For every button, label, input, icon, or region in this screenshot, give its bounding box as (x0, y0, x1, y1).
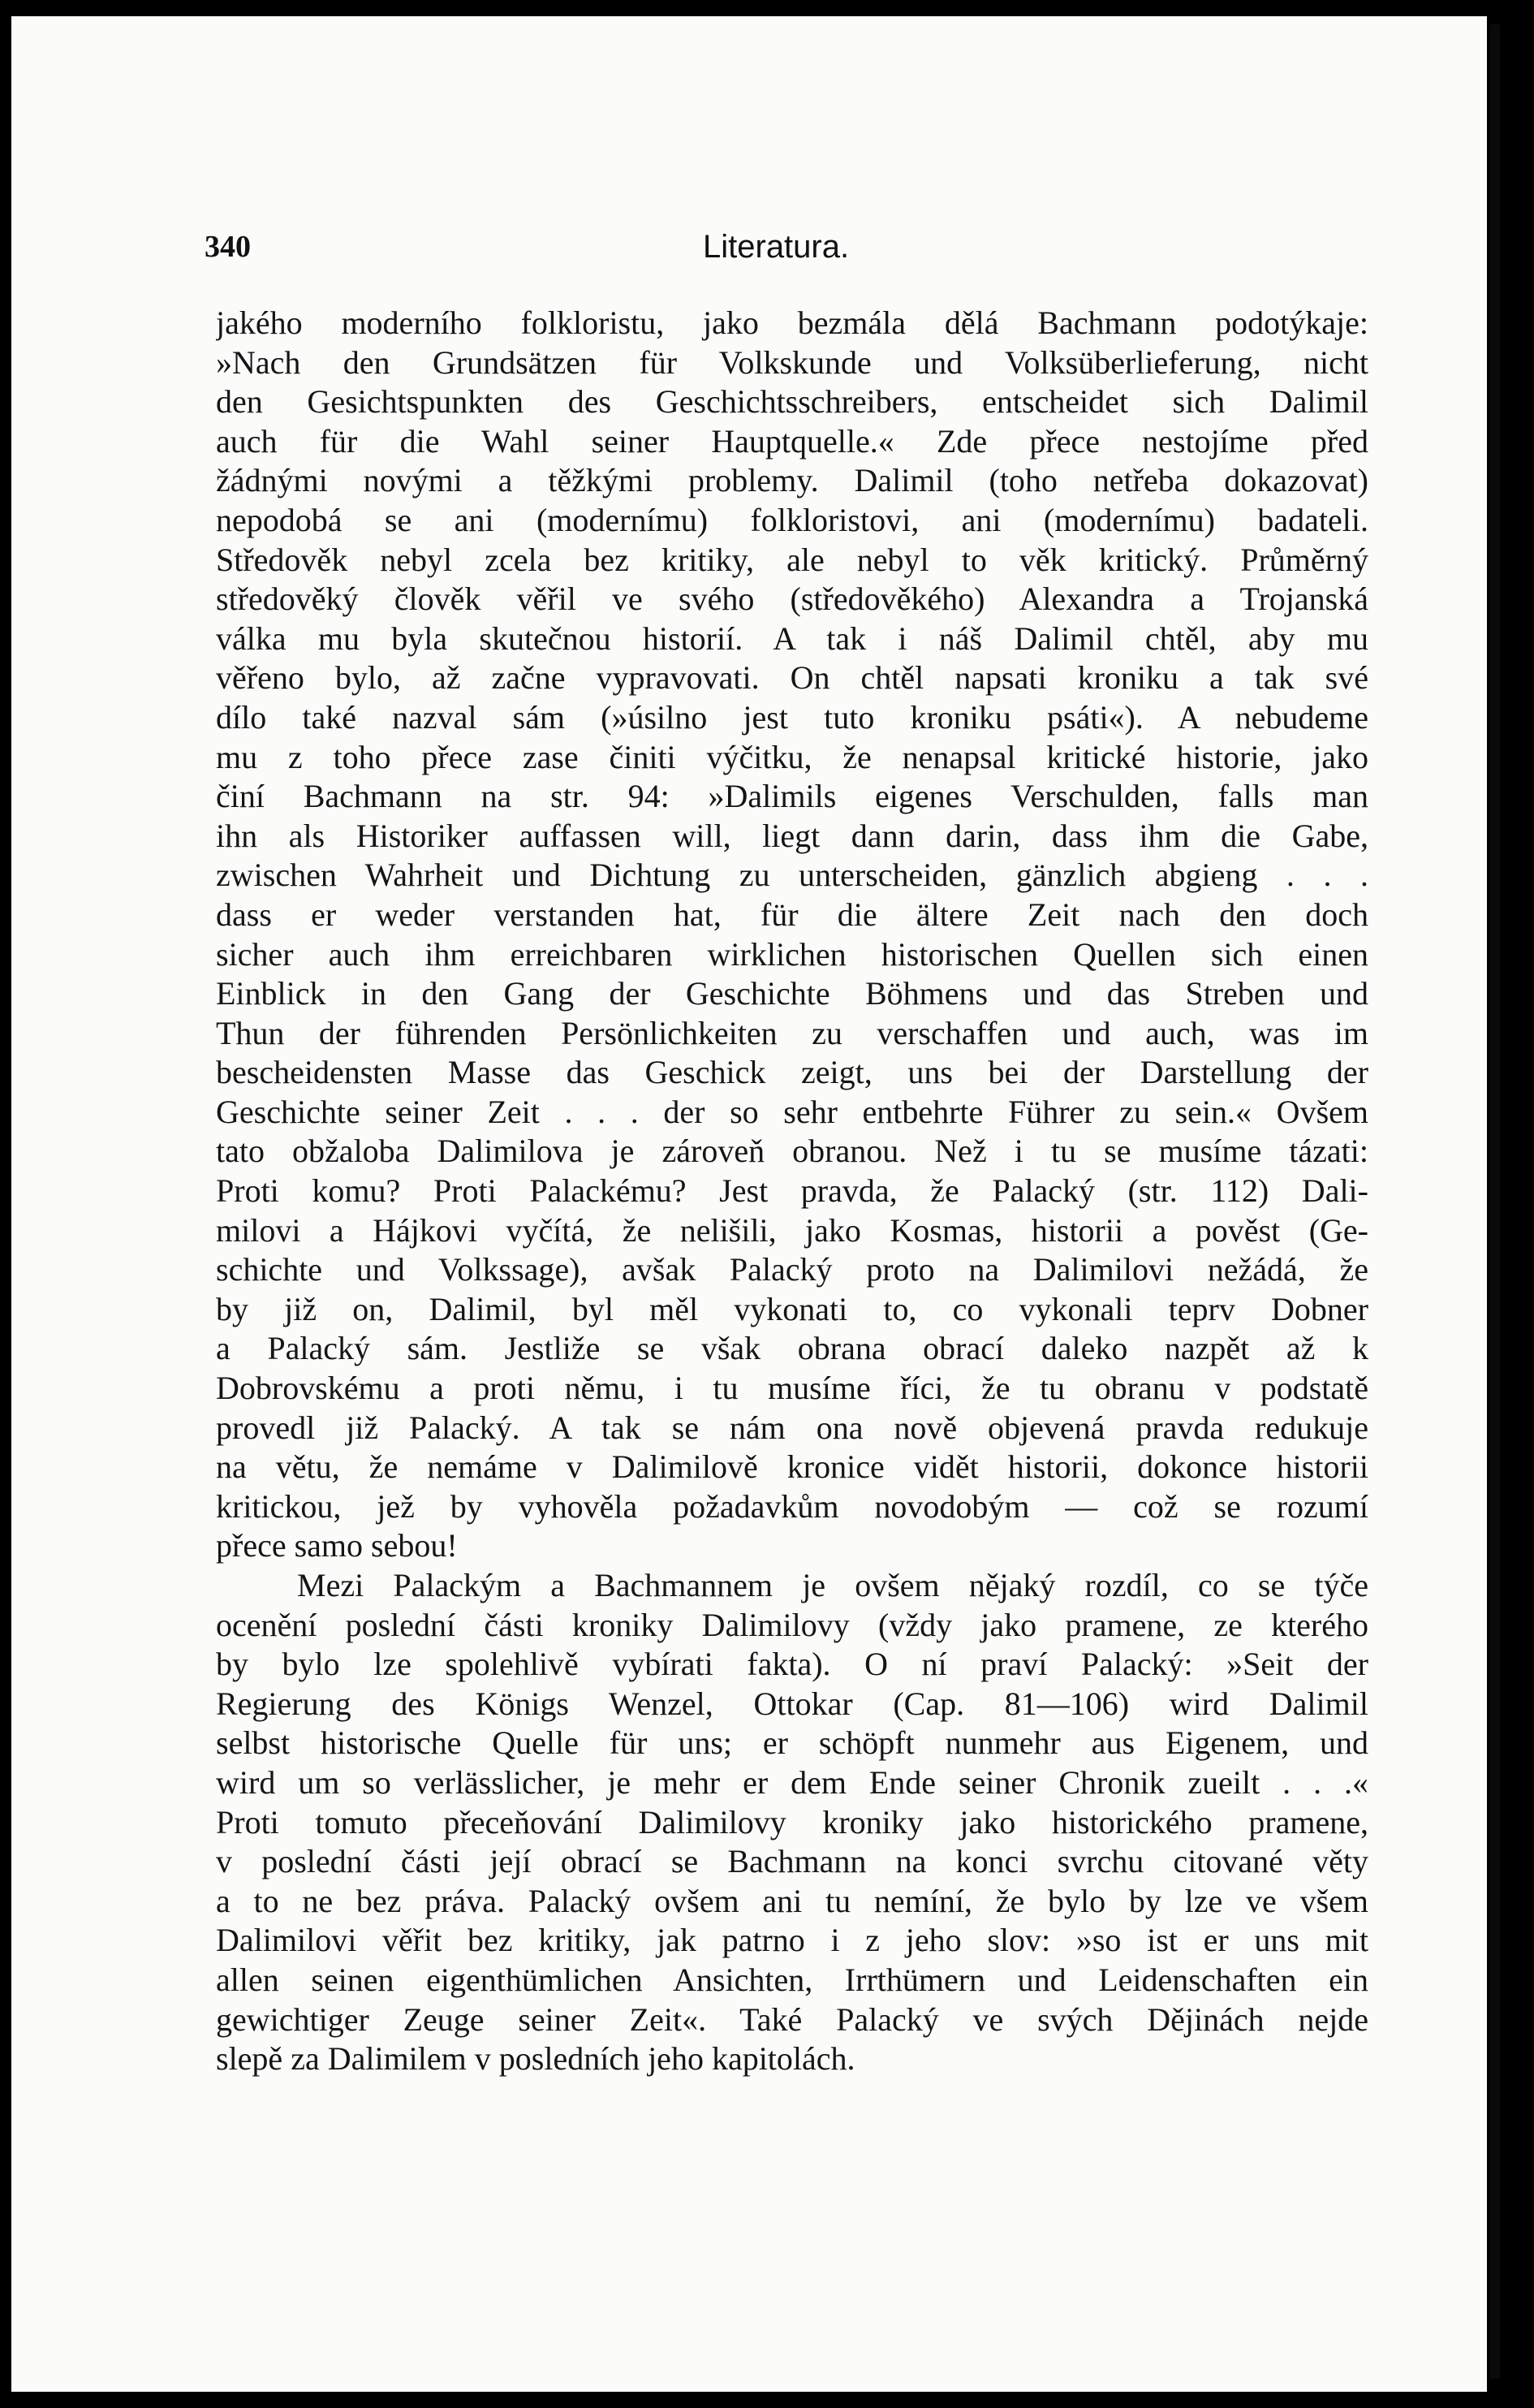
text-line: a to ne bez práva. Palacký ovšem ani tu nemíní, že bylo by lze ve všem (216, 1882, 1368, 1919)
text-line: schichte und Volkssage), avšak Palacký proto na Dalimilovi nežádá, že (216, 1251, 1368, 1288)
text-line: a Palacký sám. Jestliže se však obrana obrací daleko nazpět až k (216, 1330, 1368, 1367)
text-line: sicher auch ihm erreichbaren wirklichen historischen Quellen sich einen (216, 935, 1368, 973)
text-line: milovi a Hájkovi vyčítá, že nelišili, jako Kosmas, historii a pověst (Ge- (216, 1211, 1368, 1249)
text-line: ihn als Historiker auffassen will, liegt dann darin, dass ihm die Gabe, (216, 817, 1368, 854)
text-line: Proti komu? Proti Palackému? Jest pravda, že Palacký (str. 112) Dali- (216, 1172, 1368, 1210)
text-line: gewichtiger Zeuge seiner Zeit«. Také Palacký ve svých Dějinách nejde (216, 2000, 1368, 2038)
text-line: tato obžaloba Dalimilova je zároveň obranou. Než i tu se musíme tázati: (216, 1133, 1368, 1170)
text-line: by již on, Dalimil, byl měl vykonati to, co vykonali teprv Dobner (216, 1290, 1368, 1327)
text-line: den Gesichtspunkten des Geschichtsschreibers, entscheidet sich Dalimil (216, 383, 1368, 421)
text-line: zwischen Wahrheit und Dichtung zu unterscheiden, gänzlich abgieng . . . (216, 857, 1368, 894)
text-line: nepodobá se ani (modernímu) folkloristovi, ani (modernímu) badateli. (216, 501, 1368, 538)
body-text (216, 304, 1368, 2079)
text-line: Proti tomuto přeceňování Dalimilovy kroniky jako historického pramene, (216, 1803, 1368, 1841)
text-line: selbst historische Quelle für uns; er schöpft nunmehr aus Eigenem, und (216, 1724, 1368, 1762)
text-line: mu z toho přece zase činiti výčitku, že nenapsal kritické historie, jako (216, 738, 1368, 775)
text-line: Středověk nebyl zcela bez kritiky, ale nebyl to věk kritický. Průměrný (216, 541, 1368, 578)
text-line: auch für die Wahl seiner Hauptquelle.« Zde přece nestojíme před (216, 422, 1368, 460)
text-line: wird um so verlässlicher, je mehr er dem Ende seiner Chronik zueilt . . .« (216, 1763, 1368, 1801)
text-line: středověký člověk věřil ve svého (středověkého) Alexandra a Trojanská (216, 580, 1368, 618)
text-line: »Nach den Grundsätzen für Volkskunde und Volksüberlieferung, nicht (216, 343, 1368, 381)
text-line: věřeno bylo, až začne vypravovati. On chtěl napsati kroniku a tak své (216, 659, 1368, 697)
text-line: Mezi Palackým a Bachmannem je ovšem nějaký rozdíl, co se týče (297, 1567, 1368, 1603)
text-line: přece samo sebou! (216, 1527, 458, 1564)
text-line: Geschichte seiner Zeit . . . der so sehr entbehrte Führer zu sein.« Ovšem (216, 1093, 1368, 1130)
page (11, 16, 1487, 2392)
text-line: bescheidensten Masse das Geschick zeigt, uns bei der Darstellung der (216, 1054, 1368, 1091)
text-line: Einblick in den Gang der Geschichte Böhmens und das Streben und (216, 975, 1368, 1012)
page-number: 340 (205, 230, 251, 264)
text-line: slepě za Dalimilem v posledních jeho kapitolách. (216, 2040, 855, 2078)
text-line: provedl již Palacký. A tak se nám ona nově objevená pravda redukuje (216, 1409, 1368, 1446)
text-line: ocenění poslední části kroniky Dalimilovy (vždy jako pramene, ze kterého (216, 1606, 1368, 1643)
text-line: Regierung des Königs Wenzel, Ottokar (Cap. 81—106) wird Dalimil (216, 1685, 1368, 1722)
running-title: Literatura. (703, 229, 850, 265)
page-header (205, 229, 1381, 278)
text-line: válka mu byla skutečnou historií. A tak i náš Dalimil chtěl, aby mu (216, 619, 1368, 657)
text-line: Dalimilovi věřit bez kritiky, jak patrno i z jeho slov: »so ist er uns mit (216, 1922, 1368, 1959)
text-line: žádnými novými a těžkými problemy. Dalimil (toho netřeba dokazovat) (216, 462, 1368, 499)
text-line: kritickou, jež by vyhověla požadavkům novodobým — což se rozumí (216, 1487, 1368, 1525)
text-line: jakého moderního folkloristu, jako bezmála dělá Bachmann podotýkaje: (216, 304, 1368, 341)
text-line: dass er weder verstanden hat, für die ältere Zeit nach den doch (216, 895, 1368, 933)
text-line: v poslední části její obrací se Bachmann na konci svrchu citované věty (216, 1843, 1368, 1880)
text-line: na větu, že nemáme v Dalimilově kronice vidět historii, dokonce historii (216, 1448, 1368, 1486)
text-line: allen seinen eigenthümlichen Ansichten, Irrthümern und Leidenschaften ein (216, 1961, 1368, 1998)
text-line: Dobrovskému a proti němu, i tu musíme říci, že tu obranu v podstatě (216, 1370, 1368, 1407)
text-line: činí Bachmann na str. 94: »Dalimils eigenes Verschulden, falls man (216, 778, 1368, 815)
page-edge-rule (1490, 24, 1500, 2379)
text-line: Thun der führenden Persönlichkeiten zu verschaffen und auch, was im (216, 1014, 1368, 1051)
text-line: by bylo lze spolehlivě vybírati fakta). O ní praví Palacký: »Seit der (216, 1646, 1368, 1683)
text-line: dílo také nazval sám (»úsilno jest tuto kroniku psáti«). A nebudeme (216, 698, 1368, 736)
